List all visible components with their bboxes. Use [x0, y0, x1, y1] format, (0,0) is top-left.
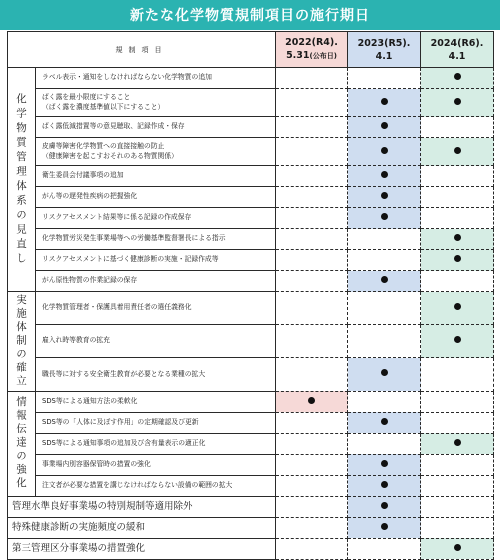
- cell-2022: [276, 433, 348, 454]
- cell-2022: [276, 89, 348, 117]
- cell-2024: [421, 138, 494, 166]
- header-date-2022-note: (公布日): [309, 52, 337, 60]
- cell-2023: [348, 454, 421, 475]
- row-label-subtext: （ばく露を濃度基準値以下にすること）: [42, 102, 165, 111]
- table-row: [8, 117, 494, 138]
- row-label-subtext: （健康障害を起こすおそれのある物質関係）: [42, 151, 178, 160]
- cell-2024: [421, 89, 494, 117]
- header-date-2024: [421, 32, 494, 68]
- cell-2022: [276, 138, 348, 166]
- table-row: [8, 517, 494, 538]
- cell-2024: [421, 475, 494, 496]
- row-label: [8, 496, 276, 517]
- row-label: [36, 454, 276, 475]
- cell-2022: [276, 68, 348, 89]
- cell-2024: [421, 538, 494, 559]
- cell-2022: [276, 271, 348, 292]
- cell-2022: [276, 292, 348, 325]
- cell-2023: [348, 391, 421, 412]
- bullet-dot-icon: [381, 481, 388, 488]
- schedule-table: [7, 31, 494, 560]
- cell-2023: [348, 166, 421, 187]
- row-label-text: 事業場内別容器保管時の措置の強化: [42, 459, 151, 468]
- cell-2024: [421, 412, 494, 433]
- cell-2023: [348, 496, 421, 517]
- bullet-dot-icon: [308, 397, 315, 404]
- cell-2022: [276, 454, 348, 475]
- bullet-dot-icon: [381, 502, 388, 509]
- row-label-text: ばく露低減措置等の意見聴取、記録作成・保存: [42, 122, 185, 131]
- cell-2022: [276, 412, 348, 433]
- header-date-2024-line1: 2024(R6).: [430, 37, 484, 49]
- row-label: [36, 229, 276, 250]
- cell-2024: [421, 166, 494, 187]
- bullet-dot-icon: [454, 544, 461, 551]
- bullet-dot-icon: [454, 73, 461, 80]
- cell-2024: [421, 496, 494, 517]
- table-row: [8, 475, 494, 496]
- bullet-dot-icon: [454, 255, 461, 262]
- bullet-dot-icon: [454, 234, 461, 241]
- table-row: [8, 68, 494, 89]
- cell-2024: [421, 271, 494, 292]
- row-label: [8, 538, 276, 559]
- row-label: [36, 208, 276, 229]
- header-date-2022: [276, 32, 348, 68]
- table-row: [8, 412, 494, 433]
- row-label-text: 雇入れ時等教育の拡充: [42, 336, 110, 345]
- bullet-dot-icon: [381, 418, 388, 425]
- row-label: [36, 89, 276, 117]
- row-label: [36, 391, 276, 412]
- row-label-text: ラベル表示・通知をしなければならない化学物質の追加: [42, 73, 212, 82]
- bullet-dot-icon: [381, 213, 388, 220]
- category-exec: 実施体制の確立: [8, 292, 36, 392]
- bullet-dot-icon: [381, 171, 388, 178]
- row-label-text: がん等の遅発性疾病の把握強化: [42, 192, 138, 201]
- row-label: [36, 68, 276, 89]
- header-date-2023: [348, 32, 421, 68]
- bullet-dot-icon: [454, 147, 461, 154]
- row-label-text: リスクアセスメント結果等に係る記録の作成保存: [42, 213, 192, 222]
- row-label-text: SDS等による通知事項の追加及び含有量表示の適正化: [42, 438, 206, 447]
- cell-2023: [348, 187, 421, 208]
- cell-2023: [348, 538, 421, 559]
- cell-2023: [348, 517, 421, 538]
- row-label: [36, 292, 276, 325]
- row-label-text: がん原性物質の作業記録の保存: [42, 276, 138, 285]
- row-label-text: 皮膚等障害化学物質への直接接触の防止: [42, 142, 165, 150]
- row-label: [36, 187, 276, 208]
- cell-2022: [276, 166, 348, 187]
- table-row: [8, 538, 494, 559]
- row-label-text: 衛生委員会付議事項の追加: [42, 171, 124, 180]
- bullet-dot-icon: [454, 98, 461, 105]
- table-row: [8, 187, 494, 208]
- table-row: [8, 496, 494, 517]
- cell-2024: [421, 292, 494, 325]
- row-label-text: 管理水準良好事業場の特別規制等適用除外: [12, 500, 193, 512]
- cell-2023: [348, 475, 421, 496]
- cell-2023: [348, 89, 421, 117]
- row-label: [36, 166, 276, 187]
- bullet-dot-icon: [454, 336, 461, 343]
- cell-2022: [276, 229, 348, 250]
- row-label: [36, 250, 276, 271]
- bullet-dot-icon: [381, 369, 388, 376]
- table-row: [8, 292, 494, 325]
- row-label-text: 特殊健康診断の実施頻度の緩和: [12, 521, 146, 533]
- cell-2022: [276, 208, 348, 229]
- cell-2024: [421, 325, 494, 358]
- cell-2023: [348, 68, 421, 89]
- table-row: [8, 358, 494, 391]
- cell-2023: [348, 138, 421, 166]
- cell-2022: [276, 517, 348, 538]
- cell-2022: [276, 475, 348, 496]
- header-date-2022-line2: 5.31: [286, 50, 310, 61]
- category-chem: 化学物質管理体系の見直し: [8, 68, 36, 292]
- table-row: [8, 391, 494, 412]
- bullet-dot-icon: [381, 192, 388, 199]
- cell-2024: [421, 391, 494, 412]
- cell-2024: [421, 208, 494, 229]
- table-row: [8, 229, 494, 250]
- table-row: [8, 250, 494, 271]
- table-row: [8, 454, 494, 475]
- table-row: [8, 208, 494, 229]
- header-date-2023-line1: 2023(R5).: [357, 37, 411, 49]
- cell-2023: [348, 292, 421, 325]
- cell-2024: [421, 117, 494, 138]
- bullet-dot-icon: [381, 147, 388, 154]
- cell-2024: [421, 358, 494, 391]
- cell-2023: [348, 250, 421, 271]
- cell-2024: [421, 68, 494, 89]
- cell-2022: [276, 250, 348, 271]
- table-row: [8, 138, 494, 166]
- header-item: 規制項目: [8, 32, 276, 68]
- cell-2024: [421, 187, 494, 208]
- cell-2024: [421, 517, 494, 538]
- row-label-text: 第三管理区分事業場の措置強化: [12, 542, 146, 554]
- bullet-dot-icon: [454, 303, 461, 310]
- bullet-dot-icon: [381, 122, 388, 129]
- row-label-text: 職長等に対する安全衛生教育が必要となる業種の拡大: [42, 369, 206, 378]
- cell-2023: [348, 208, 421, 229]
- page-title: 新たな化学物質規制項目の施行期日: [0, 0, 500, 30]
- row-label: [36, 358, 276, 391]
- cell-2023: [348, 229, 421, 250]
- row-label-text: 注文者が必要な措置を講じなければならない設備の範囲の拡大: [42, 480, 233, 489]
- category-info: 情報伝達の強化: [8, 391, 36, 496]
- table-row: [8, 89, 494, 117]
- schedule-body: [8, 68, 494, 560]
- row-label: [36, 325, 276, 358]
- row-label: [36, 271, 276, 292]
- cell-2022: [276, 187, 348, 208]
- bullet-dot-icon: [381, 460, 388, 467]
- table-row: [8, 433, 494, 454]
- row-label: [36, 475, 276, 496]
- header-date-2023-line2: 4.1: [375, 50, 393, 62]
- row-label-text: SDS等の「人体に及ぼす作用」の定期確認及び更新: [42, 417, 199, 426]
- cell-2024: [421, 229, 494, 250]
- row-label: [36, 117, 276, 138]
- cell-2022: [276, 358, 348, 391]
- cell-2023: [348, 433, 421, 454]
- cell-2023: [348, 358, 421, 391]
- cell-2022: [276, 391, 348, 412]
- row-label-text: SDS等による通知方法の柔軟化: [42, 396, 138, 405]
- row-label-text: 化学物質労災発生事業場等への労働基準監督署長による指示: [42, 234, 226, 243]
- bullet-dot-icon: [381, 98, 388, 105]
- row-label-text: リスクアセスメントに基づく健康診断の実施・記録作成等: [42, 255, 219, 264]
- row-label: [36, 433, 276, 454]
- cell-2022: [276, 117, 348, 138]
- row-label: [8, 517, 276, 538]
- row-label: [36, 138, 276, 166]
- cell-2024: [421, 250, 494, 271]
- cell-2024: [421, 454, 494, 475]
- cell-2022: [276, 538, 348, 559]
- table-row: [8, 271, 494, 292]
- cell-2023: [348, 325, 421, 358]
- bullet-dot-icon: [381, 276, 388, 283]
- cell-2023: [348, 117, 421, 138]
- header-date-2024-line2: 4.1: [448, 50, 466, 62]
- table-row: [8, 166, 494, 187]
- cell-2024: [421, 433, 494, 454]
- row-label-text: 化学物質管理者・保護具着用責任者の選任義務化: [42, 303, 192, 312]
- cell-2022: [276, 496, 348, 517]
- cell-2023: [348, 412, 421, 433]
- cell-2023: [348, 271, 421, 292]
- row-label: [36, 412, 276, 433]
- row-label-text: ばく露を最小限度にすること: [42, 93, 131, 101]
- table-row: [8, 325, 494, 358]
- bullet-dot-icon: [454, 439, 461, 446]
- header-date-2022-line1: 2022(R4).: [285, 37, 338, 48]
- cell-2022: [276, 325, 348, 358]
